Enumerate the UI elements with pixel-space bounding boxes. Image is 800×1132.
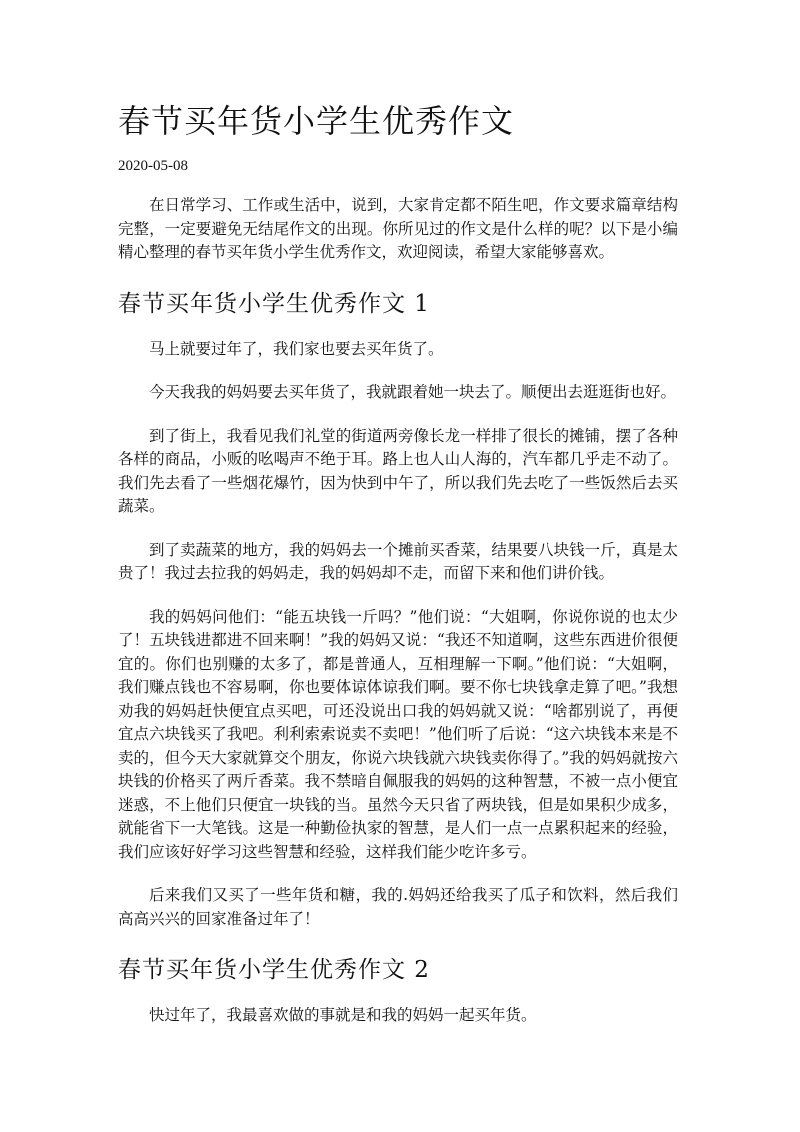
article-body bbox=[118, 194, 678, 1048]
paragraph: 我的妈妈问他们：“能五块钱一斤吗？”他们说：“大姐啊，你说你说的也太少了！五块钱进都进不回来啊！”我的妈妈又说：“我还不知道啊，这些东西进价很便宜的。你们也别赚的太多了，都是普通人，互相理解一下啊。”他们说：“大姐啊，我们赚点钱也不容易啊，你也要体谅体谅我们啊。要不你七块钱拿走算了吧。”我想劝我的妈妈赶快便宜点买吧，可还没说出口我的妈妈就又说：“啥都别说了，再便宜点六块钱买了我吧。利利索索说卖不卖吧！”他们听了后说：“这六块钱本来是不卖的，但今天大家就算交个朋友，你说六块钱就六块钱卖你得了。”我的妈妈就按六块钱的价格买了两斤香菜。我不禁暗自佩服我的妈妈的这种智慧，不被一点小便宜迷惑，不上他们只便宜一块钱的当。虽然今天只省了两块钱，但是如果积少成多，就能省下一大笔钱。这是一种勤俭执家的智慧，是人们一点一点累积起来的经验，我们应该好好学习这些智慧和经验，这样我们能少吃许多亏。 bbox=[118, 607, 678, 861]
page-title: 春节买年货小学生优秀作文 bbox=[118, 102, 515, 140]
paragraph: 到了卖蔬菜的地方，我的妈妈去一个摊前买香菜，结果要八块钱一斤，真是太贵了！我过去拉我的妈妈走，我的妈妈却不走，而留下来和他们讲价钱。 bbox=[118, 540, 678, 582]
section-heading-2: 春节买年货小学生优秀作文 2 bbox=[118, 957, 430, 983]
paragraph: 快过年了，我最喜欢做的事就是和我的妈妈一起买年货。 bbox=[149, 1006, 537, 1024]
paragraph: 到了街上，我看见我们礼堂的街道两旁像长龙一样排了很长的摊铺，摆了各种各样的商品，小贩的吆喝声不绝于耳。路上也人山人海的，汽车都几乎走不动了。我们先去看了一些烟花爆竹，因为快到中午了，所以我们先去吃了一些饭然后去买蔬菜。 bbox=[118, 426, 678, 515]
paragraph: 今天我我的妈妈要去买年货了，我就跟着她一块去了。顺便出去逛逛街也好。 bbox=[149, 383, 677, 401]
paragraph: 后来我们又买了一些年货和糖，我的.妈妈还给我买了瓜子和饮料，然后我们高高兴兴的回家准备过年了！ bbox=[118, 886, 678, 928]
intro-paragraph: 在日常学习、工作或生活中，说到，大家肯定都不陌生吧，作文要求篇章结构完整，一定要避免无结尾作文的出现。你所见过的作文是什么样的呢？以下是小编精心整理的春节买年货小学生优秀作文，欢迎阅读，希望大家能够喜欢。 bbox=[118, 196, 678, 261]
section-heading-1: 春节买年货小学生优秀作文 1 bbox=[118, 290, 430, 317]
publish-date: 2020-05-08 bbox=[118, 158, 188, 174]
paragraph: 马上就要过年了，我们家也要去买年货了。 bbox=[149, 339, 444, 358]
